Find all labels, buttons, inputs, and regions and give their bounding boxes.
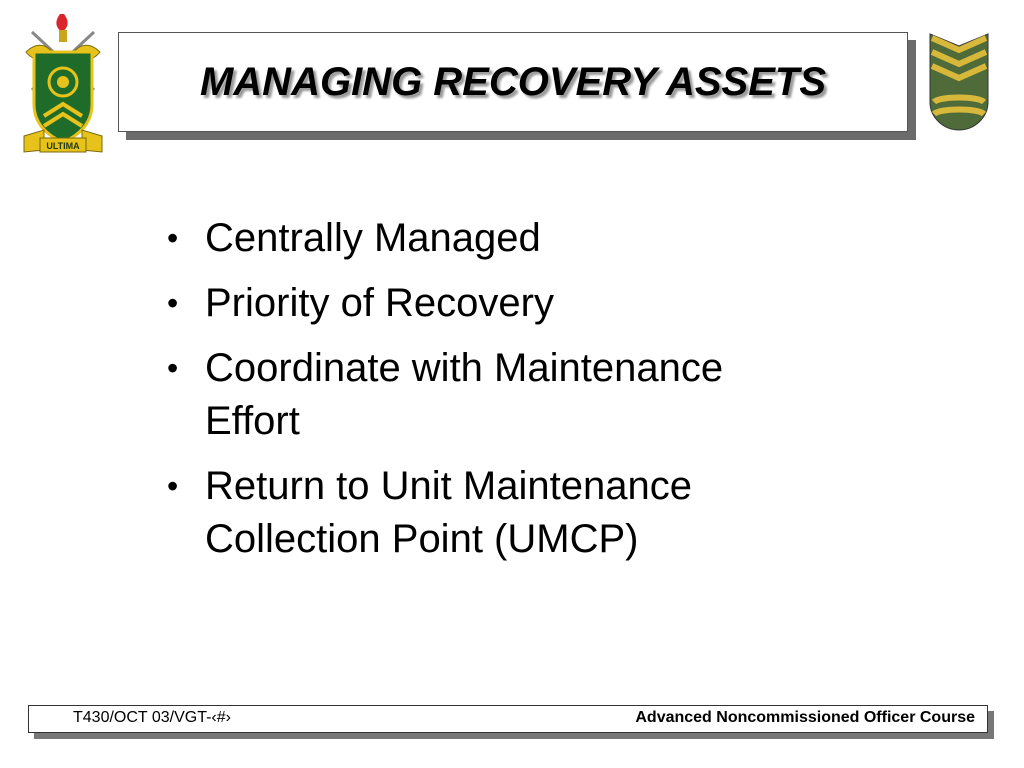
- bullet-dot-icon: •: [167, 468, 179, 504]
- footer-bar: [28, 705, 988, 733]
- bullet-item: [165, 342, 825, 448]
- slide-code: T430/OCT 03/VGT-‹#›: [73, 709, 231, 726]
- military-crest-icon: [22, 12, 104, 156]
- course-name: Advanced Noncommissioned Officer Course: [635, 709, 975, 726]
- bullet-text-continued: Collection Point (UMCP): [205, 517, 639, 561]
- page-title: MANAGING RECOVERY ASSETS: [199, 59, 827, 104]
- bullet-dot-icon: •: [167, 220, 179, 256]
- bullet-item: [165, 277, 825, 330]
- bullet-dot-icon: •: [167, 350, 179, 386]
- sergeant-first-class-chevron-icon: [928, 32, 990, 132]
- bullet-text: Return to Unit Maintenance: [205, 464, 692, 508]
- title-box: [118, 32, 908, 132]
- bullet-list: [165, 212, 825, 578]
- bullet-text: Centrally Managed: [205, 216, 541, 260]
- crest-motto: ULTIMA: [46, 141, 80, 151]
- bullet-text-continued: Effort: [205, 399, 300, 443]
- bullet-item: [165, 212, 825, 265]
- bullet-text: Coordinate with Maintenance: [205, 346, 724, 390]
- bullet-item: [165, 460, 825, 566]
- bullet-text: Priority of Recovery: [205, 281, 554, 325]
- bullet-dot-icon: •: [167, 285, 179, 321]
